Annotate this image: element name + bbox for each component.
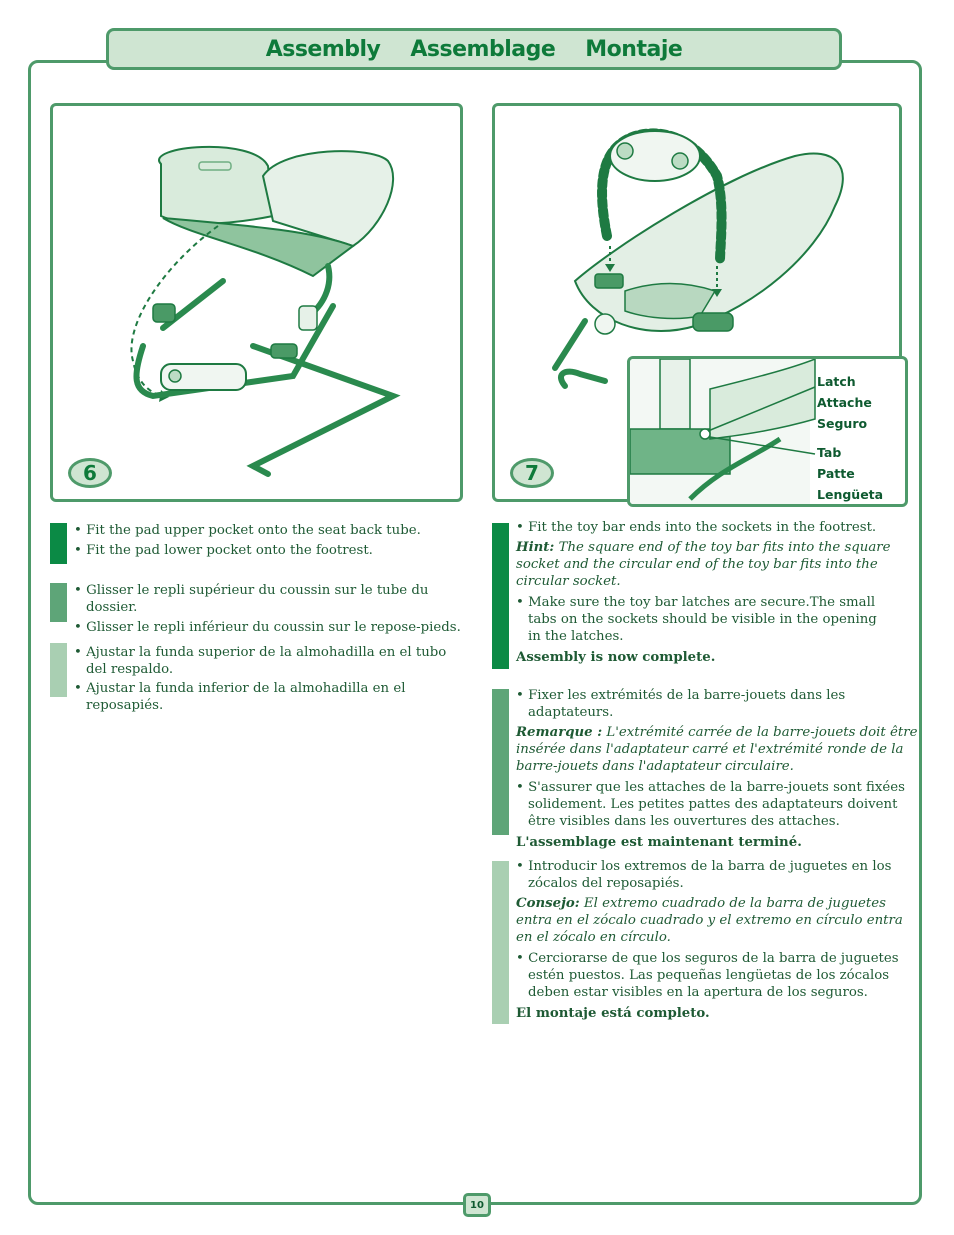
step-7-es-hint-text: El extremo cuadrado de la barra de juguetes entra en el zócalo cuadrado y el extremo en círculo entra en el zócalo en círculo. [516, 896, 903, 945]
step-6-french-text [74, 582, 469, 636]
step-7-fr-bullet-2: • S'assurer que les attaches de la barre-jouets sont fixées solidement. Les petites pattes des adaptateurs doivent être visibles dans les ouvertures des attaches. [516, 780, 905, 829]
english-marker-bar-step-7 [492, 523, 509, 669]
step-7-fr-hint [516, 724, 918, 775]
step-7-fr-bullet-1: • Fixer les extrémités de la barre-jouets dans les adaptateurs. [516, 688, 846, 720]
tab-label-fr: Patte [817, 466, 855, 481]
section-title-bar [106, 28, 842, 70]
step-7-es-hint [516, 895, 918, 946]
tab-label-group [817, 442, 883, 505]
step-7-spanish-text [516, 858, 918, 1022]
step-7-french-text [516, 687, 918, 851]
latch-label-es: Seguro [817, 416, 868, 431]
step-7-es-hint-label: Consejo: [516, 896, 580, 911]
page-number: 10 [463, 1193, 491, 1217]
step-6-en-bullet-2: • Fit the pad lower pocket onto the footrest. [74, 543, 373, 558]
step-7-es-bullet-1: • Introducir los extremos de la barra de juguetes en los zócalos del reposapiés. [516, 859, 892, 891]
french-marker-bar-step-7 [492, 689, 509, 835]
step-7-badge: 7 [510, 458, 554, 488]
step-7-es-complete: El montaje está completo. [516, 1006, 710, 1021]
title-french: Assemblage [410, 36, 556, 62]
step-6-illustration-panel [50, 103, 463, 502]
step-6-es-bullet-1: • Ajustar la funda superior de la almohadilla en el tubo del respaldo. [74, 645, 447, 677]
step-6-spanish-text [74, 644, 466, 714]
tab-label-es: Lengüeta [817, 487, 884, 502]
step-6-en-bullet-1: • Fit the pad upper pocket onto the seat back tube. [74, 523, 421, 538]
step-6-fr-bullet-2: • Glisser le repli inférieur du coussin sur le repose-pieds. [74, 620, 461, 635]
french-marker-bar [50, 583, 67, 622]
step-7-en-complete: Assembly is now complete. [516, 650, 716, 665]
latch-label-group [817, 371, 872, 434]
step-7-en-bullet-1: • Fit the toy bar ends into the sockets in the footrest. [516, 520, 877, 535]
latch-detail-callout [627, 356, 908, 507]
step-7-fr-hint-label: Remarque : [516, 725, 603, 740]
step-6-badge: 6 [68, 458, 112, 488]
step-7-en-hint-label: Hint: [516, 540, 555, 555]
step-6-fr-bullet-1: • Glisser le repli supérieur du coussin sur le tube du dossier. [74, 583, 429, 615]
bouncer-pad-illustration [53, 106, 460, 499]
step-6-es-bullet-2: • Ajustar la funda inferior de la almohadilla en el reposapiés. [74, 681, 406, 713]
step-7-en-hint-text: The square end of the toy bar fits into the square socket and the circular end of the toy bar fits into the circular socket. [516, 540, 891, 589]
step-6-english-text [74, 522, 459, 559]
step-7-english-text [516, 519, 918, 666]
spanish-marker-bar [50, 643, 67, 697]
step-7-fr-hint-text: L'extrémité carrée de la barre-jouets doit être insérée dans l'adaptateur carré et l'extrémité ronde de la barre-jouets dans l'adaptateur circulaire. [516, 725, 918, 774]
step-7-es-bullet-2: • Cerciorarse de que los seguros de la barra de juguetes estén puestos. Las pequeñas lengüetas de los zócalos deben estar visibles en la apertura de los seguros. [516, 951, 899, 1000]
step-7-en-bullet-2: • Make sure the toy bar latches are secure.The small tabs on the sockets should be visible in the opening in the latches. [516, 595, 877, 644]
title-english: Assembly [265, 36, 381, 62]
latch-label-en: Latch [817, 374, 856, 389]
step-7-en-hint [516, 539, 918, 590]
spanish-marker-bar-step-7 [492, 861, 509, 1024]
step-7-fr-complete: L'assemblage est maintenant terminé. [516, 835, 802, 850]
latch-label-fr: Attache [817, 395, 872, 410]
title-spanish: Montaje [585, 36, 683, 62]
english-marker-bar [50, 523, 67, 564]
tab-label-en: Tab [817, 445, 842, 460]
